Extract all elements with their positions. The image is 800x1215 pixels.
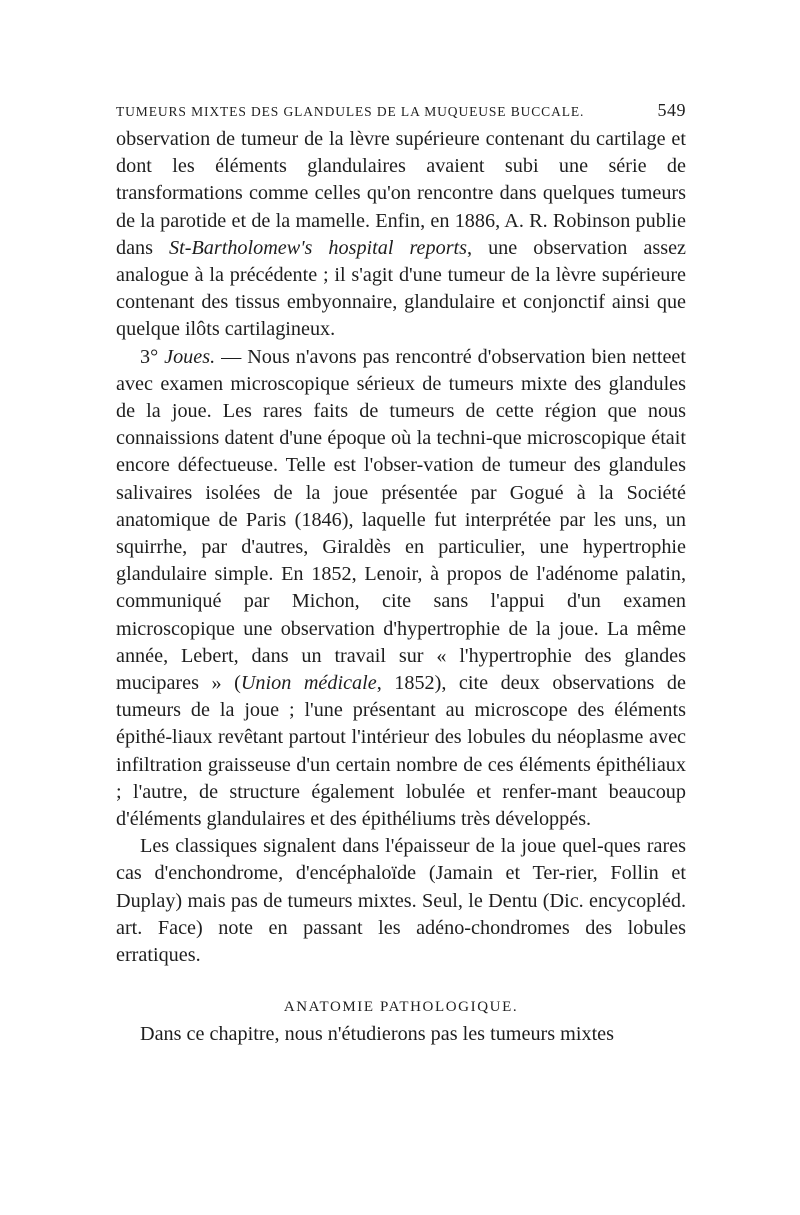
section-title: ANATOMIE PATHOLOGIQUE.: [283, 999, 519, 1016]
paragraph-3: Les classiques signalent dans l'épaisseur de la joue quel-ques rares cas d'enchondrome, d'encéphaloïde (Jamain et Ter-rier, Follin et Duplay) mais pas de tumeurs mixtes. Seul, le Dentu (Dic. encycopléd. art. Face) note en passant les adéno-chondromes des lobules erratiques.: [116, 835, 686, 967]
subsection-joues: Joues.: [164, 345, 216, 368]
journal-union-medicale: Union médicale: [240, 672, 377, 695]
paragraph-2: [116, 344, 686, 834]
paragraph-2-text-b: , 1852), cite deux observations de tumeurs de la joue ; l'une présentant au microscope des éléments épithé-liaux revêtant partout l'intérieur des lobules du néoplasme avec infiltration graisseuse d'un certain nombre de ces éléments épithéliaux ; l'autre, de structure également lobulée et renfer-mant beaucoup d'éléments glandulaires et des épithéliums très développés.: [116, 672, 686, 831]
running-title: TUMEURS MIXTES DES GLANDULES DE LA MUQUEUSE BUCCALE.: [116, 104, 585, 119]
running-head: [116, 100, 686, 126]
paragraph-1-text-b: , une observation assez analogue à la précédente ; il s'agit d'une tumeur de la lèvre supérieure contenant des tissus embyonnaire, glandulaire et conjonctif ainsi que quelque ilôts cartilagineux.: [116, 236, 686, 341]
section-first-line: Dans ce chapitre, nous n'étudierons pas les tumeurs mixtes: [140, 1023, 615, 1046]
book-page: [116, 100, 686, 1049]
body-text: [116, 126, 686, 969]
paragraph-1-text-a: observation de tumeur de la lèvre supérieure contenant du cartilage et dont les éléments glandulaires avaient subi une série de transformations comme celles qu'on rencontre dans quelques tumeurs de la parotide et de la mamelle. Enfin, en 1886, A. R. Robinson publie dans: [116, 128, 686, 259]
paragraph-2-text-a: — Nous n'avons pas rencontré d'observation bien netteet avec examen microscopique sérieux de tumeurs mixte des glandules de la joue. Les rares faits de tumeurs de cette région que nous connaissions datent d'une époque où la techni-que microscopique était encore défectueuse. Telle est l'obser-vation de tumeur des glandules salivaires isolées de la joue présentée par Gogué à la Société anatomique de Paris (1846), laquelle fut interprétée par les uns, un squirrhe, par d'autres, Giraldès en particulier, une hypertrophie glandulaire simple. En 1852, Lenoir, à propos de l'adénome palatin, communiqué par Michon, cite sans l'appui d'un examen microscopique une observation d'hypertrophie de la joue. La même année, Lebert, dans un travail sur « l'hypertrophie des glandes mucipares » (: [116, 345, 686, 695]
journal-title: St-Bartholomew's hospital reports: [169, 236, 468, 259]
paragraph-2-number: 3°: [140, 345, 165, 368]
paragraph-1: [116, 126, 686, 344]
page-number: 549: [657, 100, 686, 120]
